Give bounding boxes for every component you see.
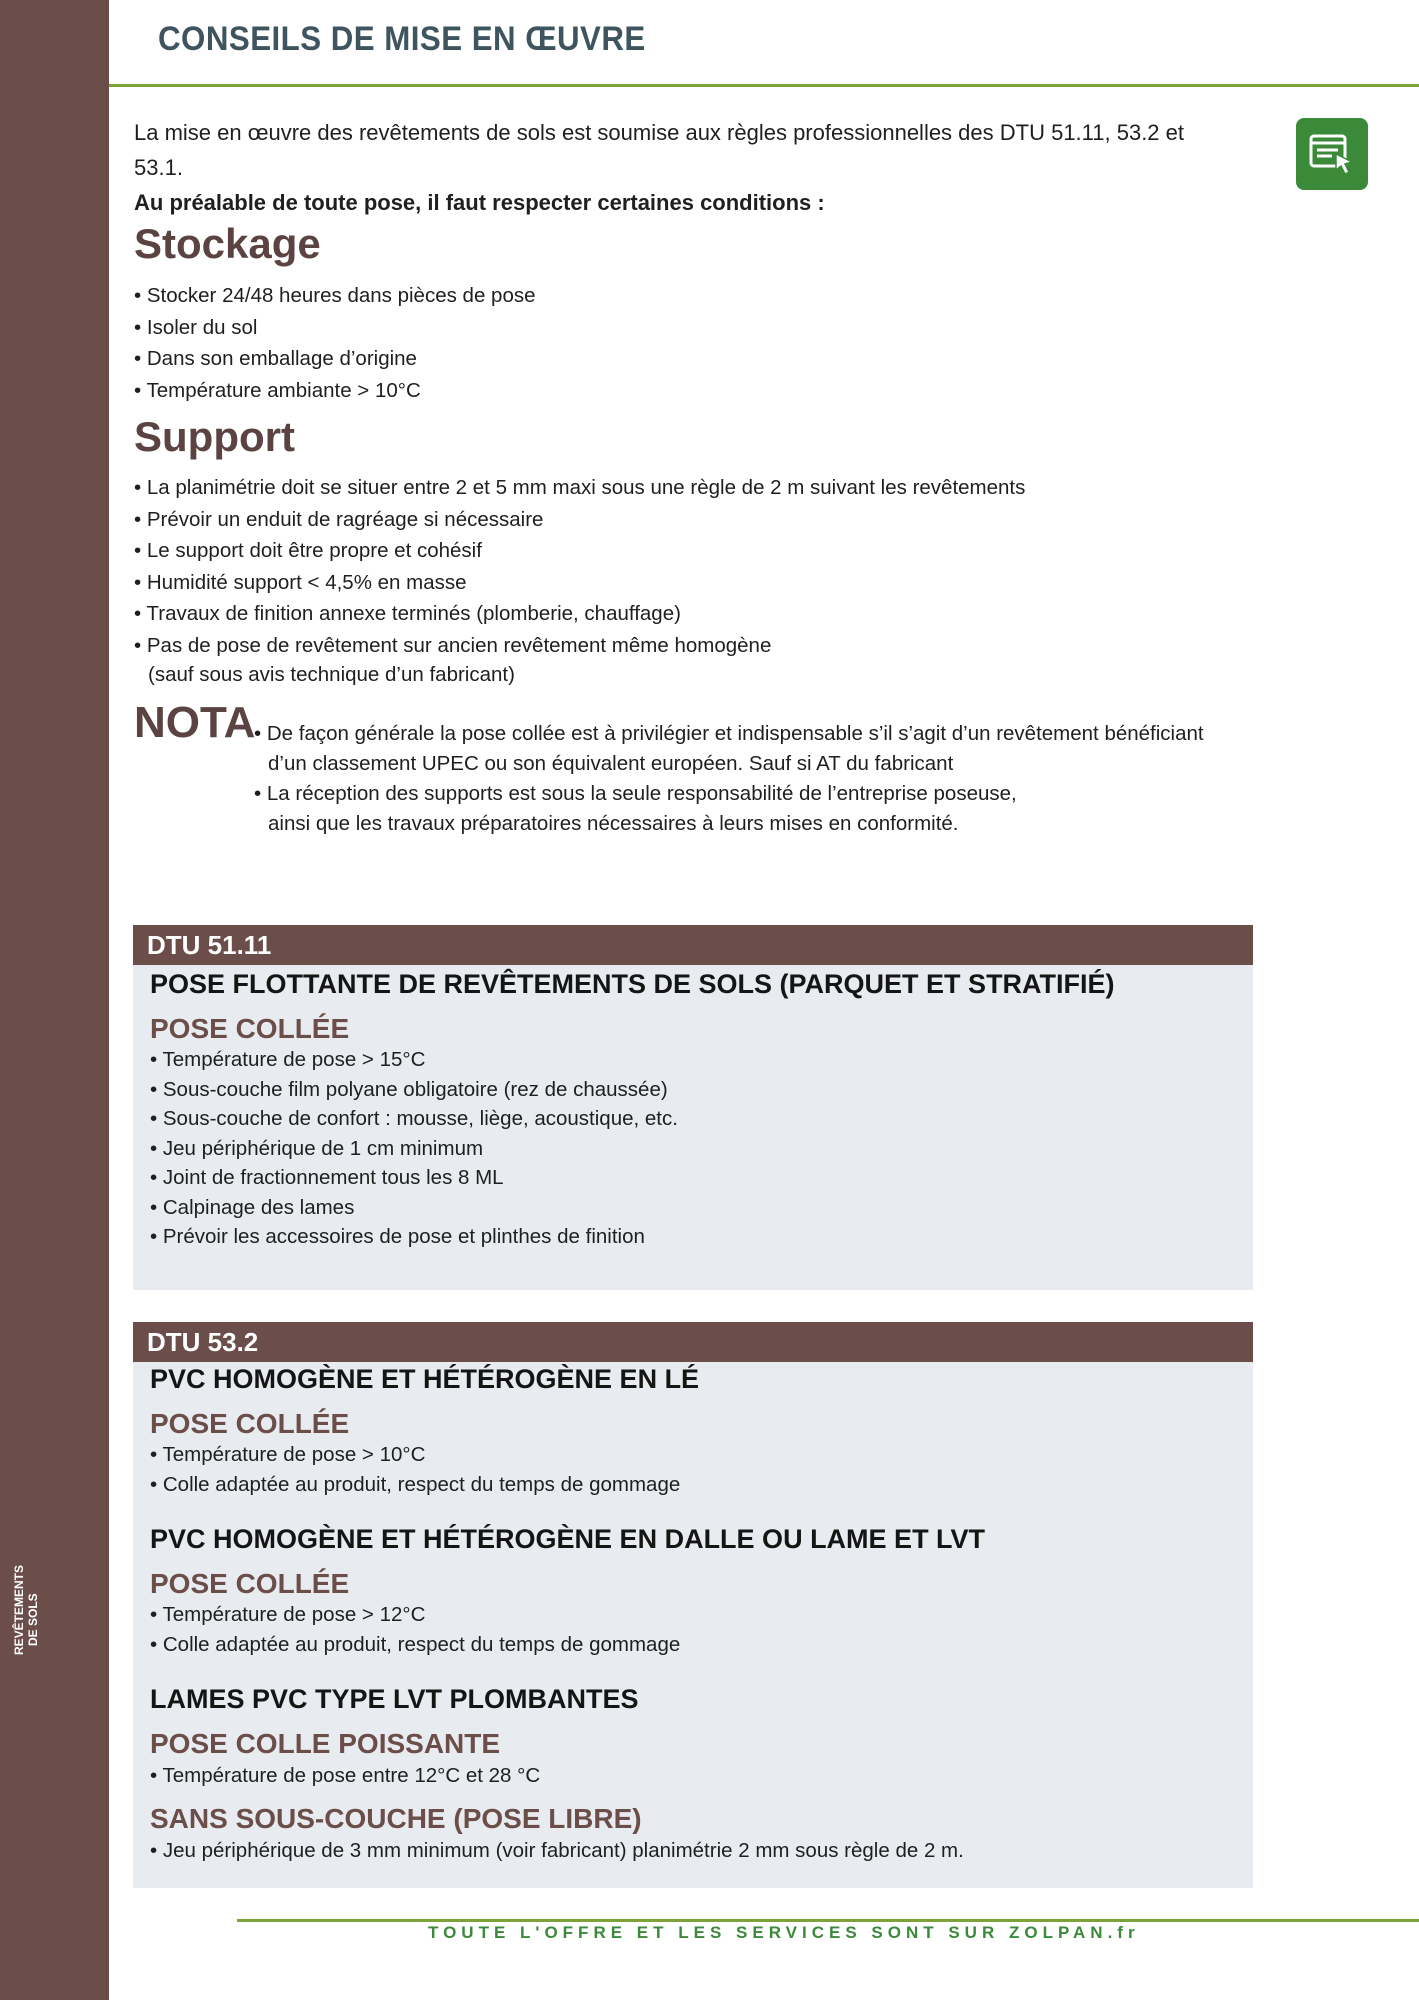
list-item: • Sous-couche film polyane obligatoire (rez de chaussée) — [150, 1077, 668, 1101]
pose-label: POSE COLLE POISSANTE — [150, 1728, 501, 1759]
list-item: • Joint de fractionnement tous les 8 ML — [150, 1166, 504, 1189]
dtu-532-header: DTU 53.2 — [133, 1322, 1253, 1362]
dtu-532-title-2: PVC HOMOGÈNE ET HÉTÉROGÈNE EN DALLE OU LAME ET LVT — [150, 1524, 986, 1554]
dtu-5111-list — [150, 1045, 678, 1252]
list-item: • Humidité support < 4,5% en masse — [134, 570, 467, 594]
intro — [134, 115, 1234, 220]
list-item: • Travaux de finition annexe terminés (plomberie, chauffage) — [134, 602, 681, 625]
list-item: • Sous-couche de confort : mousse, liège, acoustique, etc. — [150, 1107, 678, 1130]
list-item: (sauf sous avis technique d’un fabricant) — [148, 663, 515, 686]
list-item: • Jeu périphérique de 3 mm minimum (voir fabricant) planimétrie 2 mm sous règle de 2 m. — [150, 1839, 964, 1862]
list-item: • Température de pose > 15°C — [150, 1048, 426, 1071]
list-item: d’un classement UPEC ou son équivalent européen. Sauf si AT du fabricant — [268, 752, 954, 775]
list-item: • Température de pose > 10°C — [150, 1443, 426, 1466]
pose-label-2: SANS SOUS-COUCHE (POSE LIBRE) — [150, 1803, 642, 1834]
section-side-label: REVÊTEMENTS DE SOLS — [12, 1564, 40, 1655]
list-item: ainsi que les travaux préparatoires nécessaires à leurs mises en conformité. — [268, 812, 959, 835]
web-cursor-icon — [1308, 130, 1356, 178]
list-item: • De façon générale la pose collée est à privilégier et indispensable s’il s’agit d’un revêtement bénéficiant — [254, 722, 1204, 745]
dtu-532-title-3: LAMES PVC TYPE LVT PLOMBANTES — [150, 1684, 639, 1714]
pose-label: POSE COLLÉE — [150, 1408, 350, 1439]
dtu-5111-header: DTU 51.11 — [133, 925, 1253, 965]
list-item: • Colle adaptée au produit, respect du temps de gommage — [150, 1472, 681, 1496]
list-item: • La planimétrie doit se situer entre 2 et 5 mm maxi sous une règle de 2 m suivant les revêtements — [134, 476, 1026, 499]
dtu-532-list-4 — [150, 1836, 964, 1866]
intro-text: La mise en œuvre des revêtements de sols est soumise aux règles professionnelles des DTU 51.11, 53.2 et 53.1. — [134, 120, 1185, 180]
list-item: • Pas de pose de revêtement sur ancien revêtement même homogène — [134, 633, 772, 657]
nota-heading: NOTA — [134, 698, 256, 747]
list-item: • Calpinage des lames — [150, 1195, 355, 1219]
list-item: • Le support doit être propre et cohésif — [134, 539, 482, 562]
support-list — [134, 472, 1025, 689]
pose-label: POSE COLLÉE — [150, 1013, 350, 1044]
sidebar-band — [0, 0, 109, 2000]
stockage-heading: Stockage — [134, 220, 321, 267]
nota-list — [254, 719, 1204, 839]
list-item: • Température de pose > 12°C — [150, 1603, 426, 1626]
list-item: • Prévoir un enduit de ragréage si nécessaire — [134, 507, 544, 531]
list-item: • Isoler du sol — [134, 315, 258, 339]
dtu-532-list-3 — [150, 1761, 540, 1791]
list-item: • Jeu périphérique de 1 cm minimum — [150, 1136, 484, 1160]
list-item: • Prévoir les accessoires de pose et plinthes de finition — [150, 1225, 645, 1248]
stockage-list — [134, 280, 536, 406]
page-title: CONSEILS DE MISE EN ŒUVRE — [158, 20, 646, 58]
footer-link[interactable]: TOUTE L'OFFRE ET LES SERVICES SONT SUR ZOLPAN.fr — [428, 1923, 1140, 1942]
dtu-532-list-2 — [150, 1600, 680, 1659]
footer-divider — [237, 1919, 1419, 1922]
dtu-532-list-1 — [150, 1440, 680, 1499]
web-link-button[interactable] — [1296, 118, 1368, 190]
list-item: • Dans son emballage d’origine — [134, 347, 417, 370]
pose-label: POSE COLLÉE — [150, 1568, 350, 1599]
dtu-532-title-1: PVC HOMOGÈNE ET HÉTÉROGÈNE EN LÉ — [150, 1364, 700, 1394]
support-heading: Support — [134, 413, 295, 460]
list-item: • Température de pose entre 12°C et 28 °C — [150, 1764, 541, 1787]
intro-conditions: Au préalable de toute pose, il faut respecter certaines conditions : — [134, 190, 825, 215]
header-divider — [109, 84, 1419, 87]
list-item: • Colle adaptée au produit, respect du temps de gommage — [150, 1632, 681, 1656]
list-item: • Stocker 24/48 heures dans pièces de pose — [134, 284, 536, 307]
list-item: • Température ambiante > 10°C — [134, 378, 421, 402]
list-item: • La réception des supports est sous la seule responsabilité de l’entreprise poseuse, — [254, 782, 1017, 805]
dtu-5111-title: POSE FLOTTANTE DE REVÊTEMENTS DE SOLS (PARQUET ET STRATIFIÉ) — [150, 969, 1115, 999]
